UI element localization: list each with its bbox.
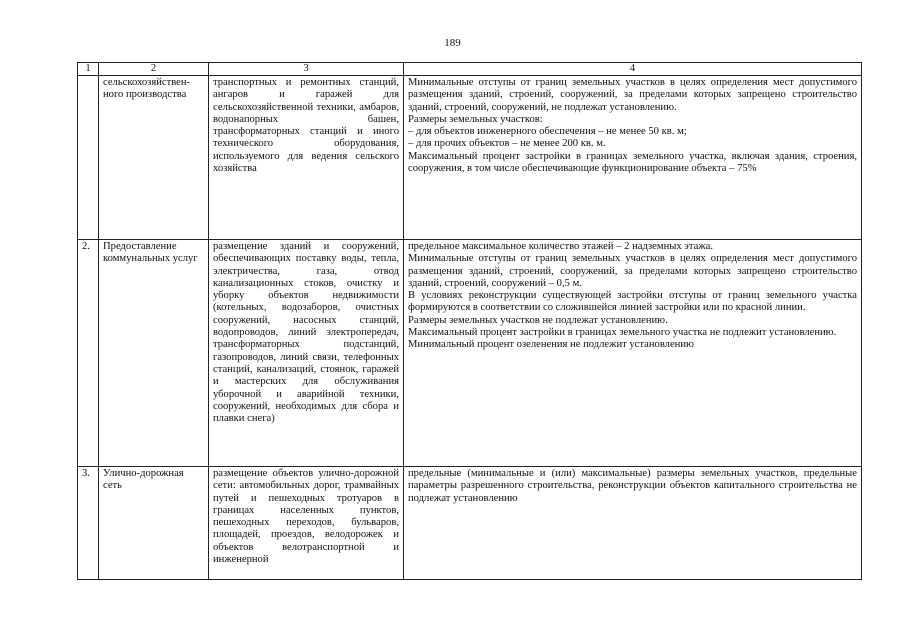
param-text: – для прочих объектов – не менее 200 кв. м. xyxy=(408,138,606,150)
table-row xyxy=(78,76,862,240)
param-text: Размеры земельных участков: xyxy=(408,113,543,125)
zoning-table xyxy=(77,62,862,580)
param-text: Минимальные отступы от границ земельных участков в целях определения мест допустимого размещения зданий, строений, сооружений, за пределами которых запрещено строительство зданий, строений, сооружений – 0,5 м. xyxy=(408,253,857,289)
row-number xyxy=(78,76,99,240)
row-name: сельскохозяйствен-ного производства xyxy=(99,76,209,240)
param-text: предельные (минимальные и (или) максимальные) размеры земельных участков, предельные параметры разрешенного строительства, реконструкции объектов капитального строительства не подлежат установлению xyxy=(408,468,857,504)
row-name: Улично-дорожная сеть xyxy=(99,467,209,580)
page-number: 189 xyxy=(444,37,461,49)
header-col-3: 3 xyxy=(209,63,404,76)
row-params xyxy=(404,76,862,240)
param-text: Максимальный процент застройки в границах земельного участка не подлежит установлению. xyxy=(408,327,837,339)
row-number: 3. xyxy=(78,467,99,580)
param-text: Минимальные отступы от границ земельных участков в целях определения мест допустимого размещения зданий, строений, сооружений, за пределами которых запрещено строительство зданий, строений, сооружений, не подлежат установлению. xyxy=(408,77,857,113)
table-row xyxy=(78,240,862,467)
row-number: 2. xyxy=(78,240,99,467)
header-col-1: 1 xyxy=(78,63,99,76)
header-col-2: 2 xyxy=(99,63,209,76)
row-params xyxy=(404,467,862,580)
row-description: размещение зданий и сооружений, обеспечивающих поставку воды, тепла, электричества, газа, отвод канализационных стоков, очистку и уборку объектов недвижимости (котельных, водозаборов, очистных сооружений, насосных станций, водопроводов, линий электропередач, трансформаторных подстанций, газопроводов, линий связи, телефонных станций, канализаций, стоянок, гаражей и мастерских для обслуживания уборочной и аварийной техники, сооружений, необходимых для сбора и плавки снега) xyxy=(209,240,404,467)
param-text: В условиях реконструкции существующей застройки отступы от границ земельного участка формируются в соответствии со сложившейся линией застройки или по красной линии. xyxy=(408,290,857,314)
row-params xyxy=(404,240,862,467)
header-col-4: 4 xyxy=(404,63,862,76)
param-text: Размеры земельных участков не подлежат установлению. xyxy=(408,314,668,326)
param-text: Минимальный процент озеленения не подлежит установлению xyxy=(408,339,694,351)
row-description: транспортных и ремонтных станций, ангаров и гаражей для сельскохозяйственной техники, амбаров, водонапорных башен, трансформаторных станций и иного технического оборудования, используемого для ведения сельского хозяйства xyxy=(209,76,404,240)
table-row xyxy=(78,467,862,580)
param-text: – для объектов инженерного обеспечения – не менее 50 кв. м; xyxy=(408,126,687,138)
row-description: размещение объектов улично-дорожной сети: автомобильных дорог, трамвайных путей и пешеходных тротуаров в границах населенных пунктов, пешеходных переходов, бульваров, площадей, проездов, велодорожек и объектов велотранспортной и инженерной xyxy=(209,467,404,580)
param-text: предельное максимальное количество этажей – 2 надземных этажа. xyxy=(408,241,713,252)
param-text: Максимальный процент застройки в границах земельного участка, включая здания, строения, сооружения, в том числе обеспечивающие функционирование объекта – 75% xyxy=(408,150,857,175)
table-header-row xyxy=(78,63,862,76)
row-name: Предоставление коммунальных услуг xyxy=(99,240,209,467)
